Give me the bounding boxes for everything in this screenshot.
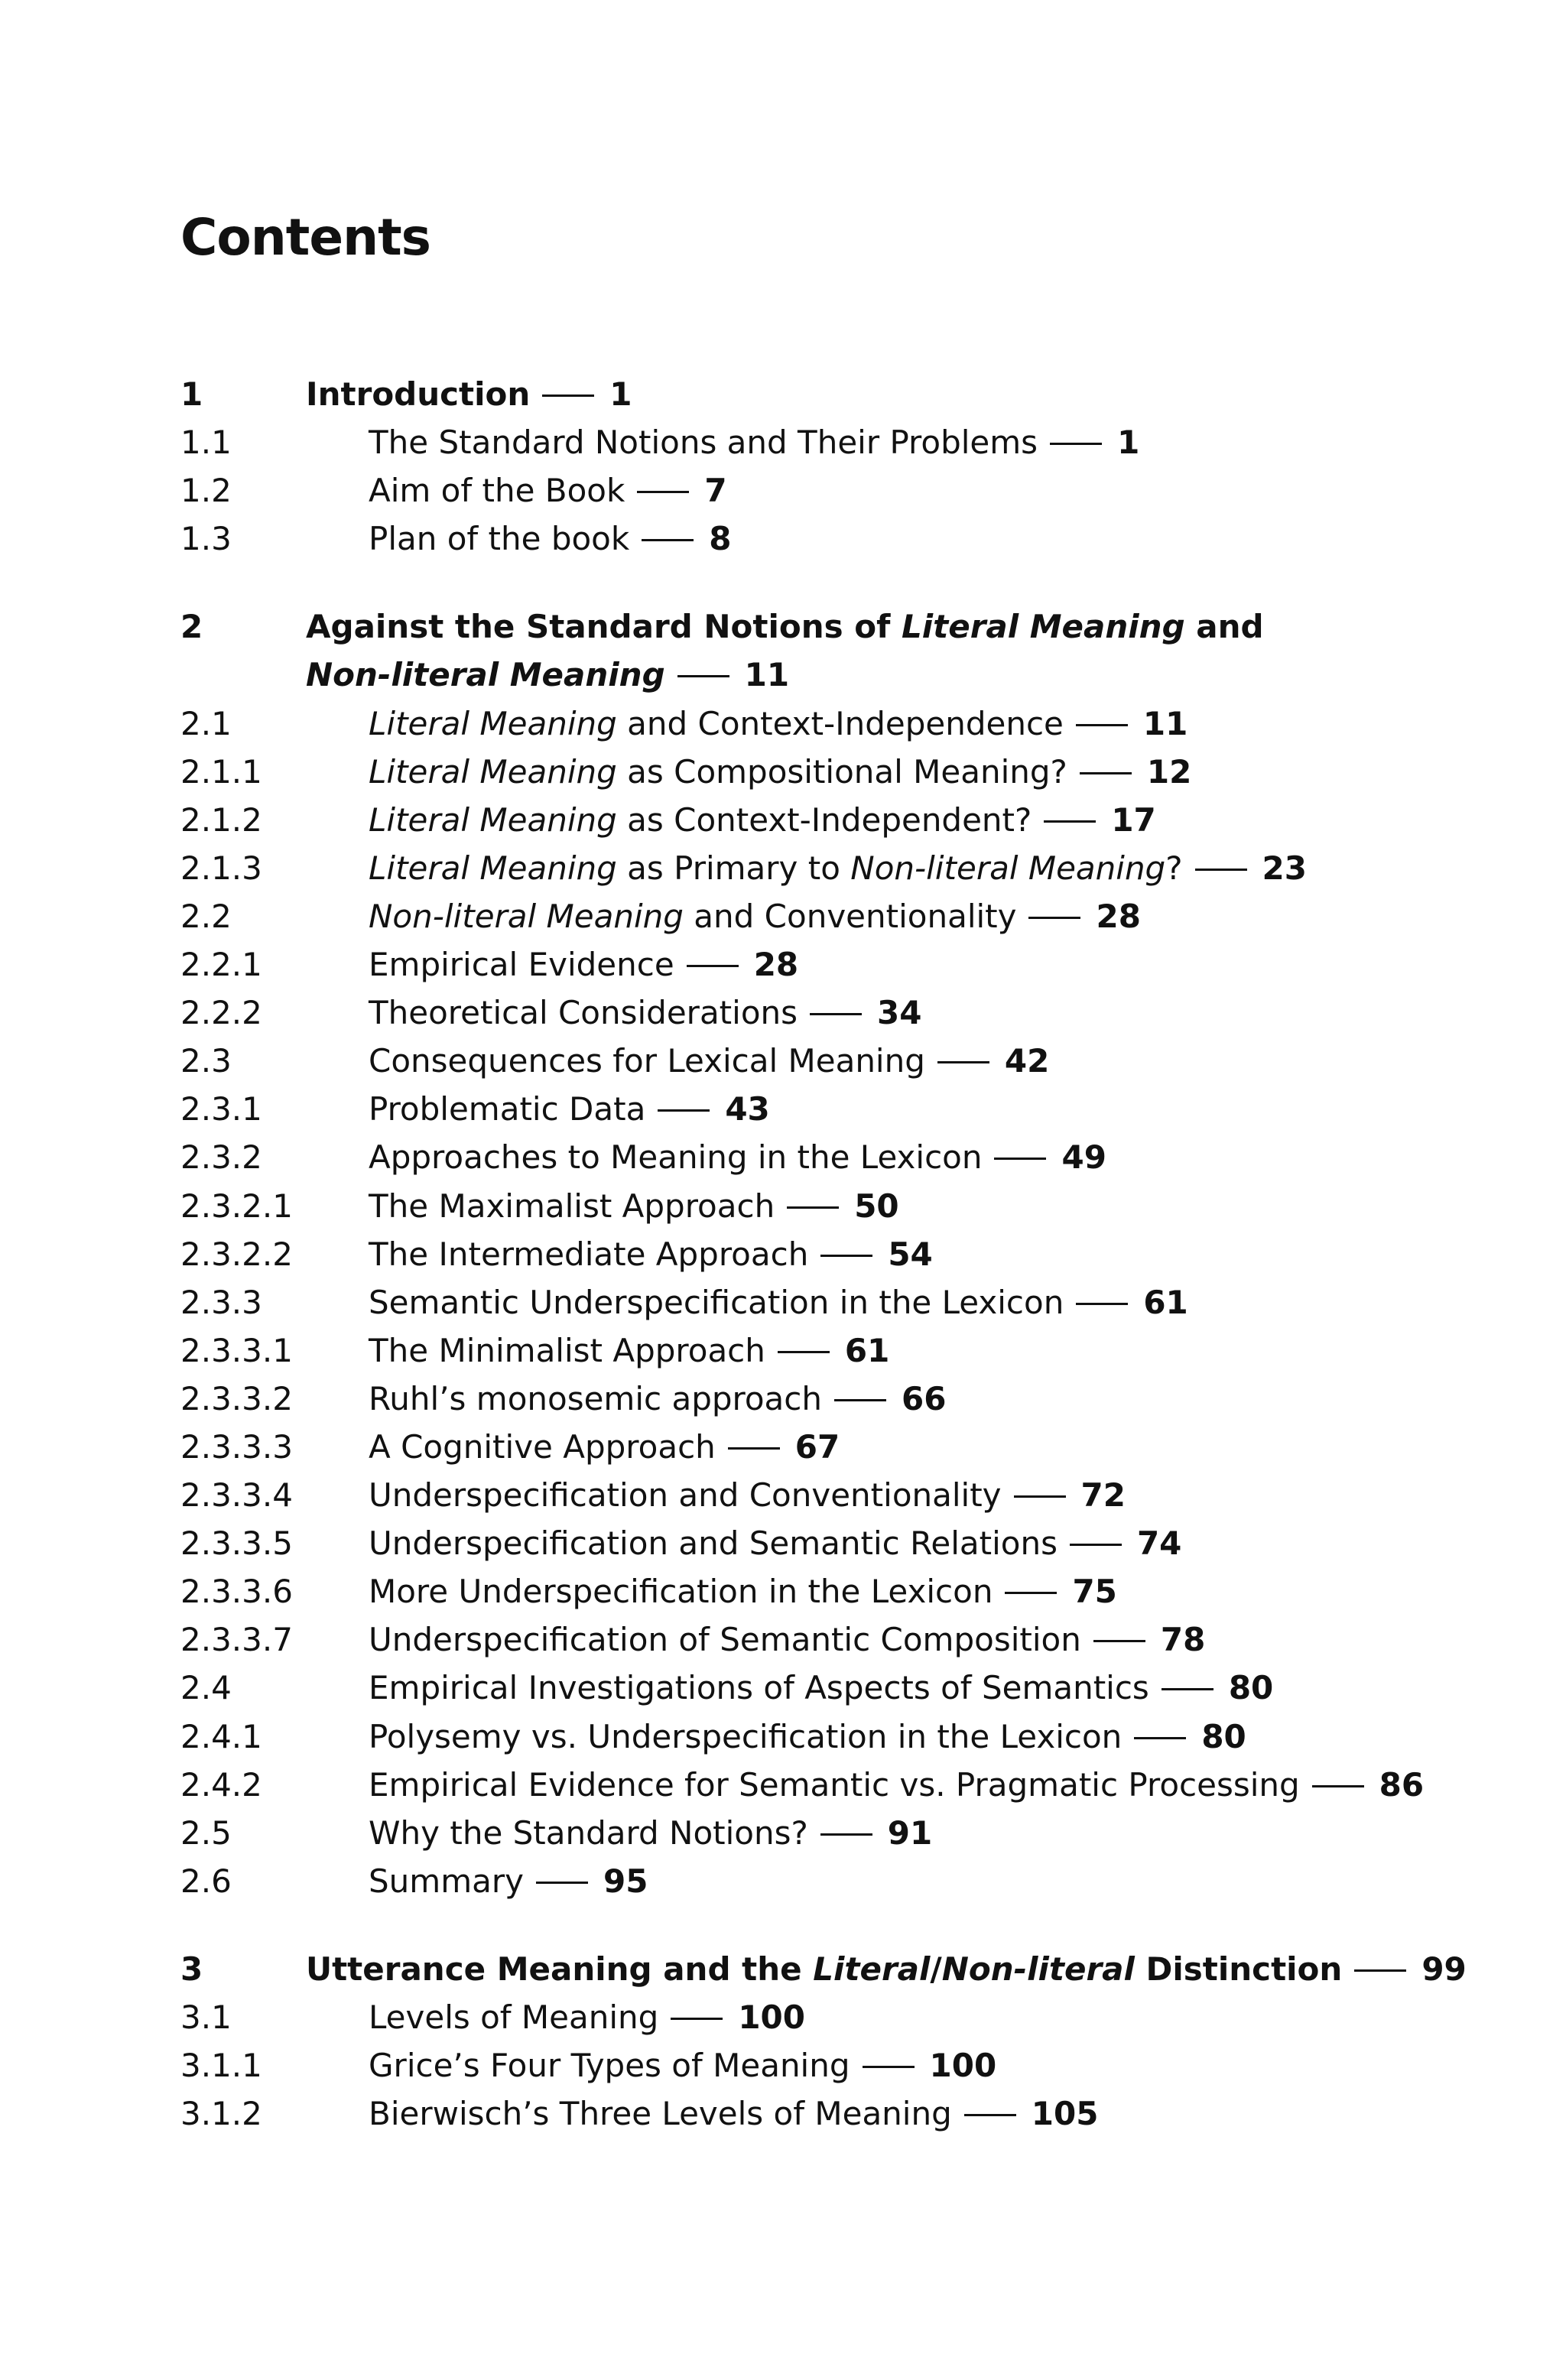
section-number: 2.3.2.1 xyxy=(180,1187,293,1225)
page-number: 28 xyxy=(1096,897,1141,935)
section-title xyxy=(369,1182,899,1230)
page-number: 75 xyxy=(1072,1573,1117,1611)
section-number: 2.3.3.2 xyxy=(180,1379,293,1417)
entry-title-text: Non-literal xyxy=(941,1950,1135,1988)
page-number: 61 xyxy=(1143,1283,1188,1321)
leader-rule xyxy=(834,1399,886,1401)
section-entry[interactable] xyxy=(180,1326,1434,1375)
page-number: 95 xyxy=(603,1862,648,1900)
section-entry[interactable] xyxy=(180,515,1434,563)
chapter-title xyxy=(306,651,789,699)
leader-rule xyxy=(1134,1737,1186,1739)
page-number: 28 xyxy=(753,946,799,984)
section-entry[interactable] xyxy=(180,748,1434,796)
entry-title-text: Non-literal Meaning xyxy=(850,849,1166,887)
page-number: 54 xyxy=(888,1235,933,1273)
chapter-number: 1 xyxy=(180,375,203,413)
entry-title-text: Summary xyxy=(369,1862,524,1900)
entry-title-text: Underspecification of Semantic Composition xyxy=(369,1621,1081,1659)
leader-rule xyxy=(810,1013,862,1015)
leader-rule xyxy=(728,1447,780,1450)
chapter-block xyxy=(180,602,1434,1905)
leader-rule xyxy=(820,1255,872,1257)
section-title xyxy=(369,1375,946,1423)
leader-rule xyxy=(637,491,689,493)
page-number: 7 xyxy=(704,472,727,510)
section-number: 2.2 xyxy=(180,897,232,935)
entry-title-text: as Primary to xyxy=(616,849,851,887)
entry-title-text: Distinction xyxy=(1134,1950,1343,1988)
section-title xyxy=(369,1037,1049,1085)
section-title xyxy=(369,1567,1117,1615)
entry-title-text: Ruhl’s monosemic approach xyxy=(369,1379,823,1417)
section-number: 2.3.3.7 xyxy=(180,1621,293,1659)
section-entry[interactable] xyxy=(180,892,1434,940)
entry-title-text: Literal xyxy=(813,1950,931,1988)
section-number: 2.1.1 xyxy=(180,752,262,791)
section-title xyxy=(369,1471,1126,1519)
entry-title-text: Aim of the Book xyxy=(369,472,625,510)
page-number: 91 xyxy=(887,1813,933,1852)
entry-title-text: Empirical Evidence for Semantic vs. Pragmatic Processing xyxy=(369,1765,1300,1804)
section-number: 2.2.1 xyxy=(180,946,262,984)
chapter-number: 3 xyxy=(180,1950,203,1988)
section-number: 1.1 xyxy=(180,424,232,462)
section-title xyxy=(369,796,1156,844)
chapter-block xyxy=(180,370,1434,563)
leader-rule xyxy=(542,395,594,397)
page-number: 12 xyxy=(1146,752,1192,791)
page-number: 78 xyxy=(1160,1621,1206,1659)
section-number: 2.1.2 xyxy=(180,800,262,839)
page-number: 74 xyxy=(1136,1524,1182,1563)
section-entry[interactable] xyxy=(180,1037,1434,1085)
page-number: 50 xyxy=(854,1187,899,1225)
section-entry[interactable] xyxy=(180,1375,1434,1423)
section-entry[interactable] xyxy=(180,700,1434,748)
section-entry[interactable] xyxy=(180,2089,1434,2138)
section-title xyxy=(369,1519,1181,1567)
entry-title-text: More Underspecification in the Lexicon xyxy=(369,1573,993,1611)
chapter-entry[interactable] xyxy=(180,370,1434,418)
section-title xyxy=(369,1809,932,1857)
leader-rule xyxy=(1028,917,1080,919)
section-title xyxy=(369,1278,1188,1326)
section-number: 2.3.3.6 xyxy=(180,1573,293,1611)
section-title xyxy=(369,700,1187,748)
leader-rule xyxy=(1070,1544,1122,1546)
section-number: 2.2.2 xyxy=(180,994,262,1032)
page-number: 11 xyxy=(744,656,790,694)
entry-title-text: Plan of the book xyxy=(369,520,630,558)
entry-title-text: Grice’s Four Types of Meaning xyxy=(369,2047,850,2085)
entry-title-text: Literal Meaning xyxy=(369,849,617,887)
section-title xyxy=(369,2089,1098,2138)
leader-rule xyxy=(1076,1303,1128,1305)
page-number: 8 xyxy=(709,520,732,558)
chapter-entry[interactable] xyxy=(180,602,1434,651)
section-title xyxy=(369,1326,889,1375)
leader-rule xyxy=(863,2066,915,2068)
page-number: 43 xyxy=(725,1090,770,1128)
section-number: 2.3.3 xyxy=(180,1283,262,1321)
entry-title-text: Semantic Underspecification in the Lexicon xyxy=(369,1283,1064,1321)
section-number: 1.3 xyxy=(180,520,232,558)
section-number: 2.4.2 xyxy=(180,1765,262,1804)
section-entry[interactable] xyxy=(180,1230,1434,1278)
entry-title-text: and Conventionality xyxy=(683,897,1017,935)
entry-title-text: Literal Meaning xyxy=(369,800,617,839)
leader-rule xyxy=(778,1351,830,1353)
leader-rule xyxy=(787,1206,839,1209)
entry-title-text: Why the Standard Notions? xyxy=(369,1813,808,1852)
table-of-contents xyxy=(180,370,1467,2177)
section-title xyxy=(369,466,727,515)
section-title xyxy=(369,418,1139,466)
entry-title-text: and Context-Independence xyxy=(616,704,1064,742)
leader-rule xyxy=(677,675,729,677)
page-number: 100 xyxy=(738,1998,805,2036)
section-title xyxy=(369,1615,1205,1664)
section-number: 2.3.2 xyxy=(180,1138,262,1177)
entry-title-text: as Context-Independent? xyxy=(616,800,1032,839)
entry-title-text: The Maximalist Approach xyxy=(369,1187,775,1225)
section-title xyxy=(369,844,1307,892)
section-title xyxy=(369,515,731,563)
page-number: 17 xyxy=(1111,800,1156,839)
section-title xyxy=(369,892,1141,940)
page-number: 23 xyxy=(1262,849,1307,887)
page-number: 1 xyxy=(609,375,632,413)
page-number: 11 xyxy=(1142,704,1188,742)
section-number: 2.3 xyxy=(180,1042,232,1080)
section-title xyxy=(369,1133,1106,1181)
chapter-title xyxy=(306,1945,1467,1993)
section-entry[interactable] xyxy=(180,940,1434,989)
section-number: 2.5 xyxy=(180,1813,232,1852)
section-title xyxy=(369,2041,996,2089)
page-number: 72 xyxy=(1080,1476,1126,1515)
section-entry[interactable] xyxy=(180,1182,1434,1230)
entry-title-text: Non-literal Meaning xyxy=(369,897,684,935)
section-title xyxy=(369,1423,840,1471)
entry-title-text: Empirical Investigations of Aspects of Semantics xyxy=(369,1669,1149,1707)
entry-title-text: A Cognitive Approach xyxy=(369,1427,716,1466)
section-entry[interactable] xyxy=(180,1857,1434,1905)
entry-title-text: Approaches to Meaning in the Lexicon xyxy=(369,1138,983,1177)
leader-rule xyxy=(536,1882,588,1884)
section-entry[interactable] xyxy=(180,466,1434,515)
section-entry[interactable] xyxy=(180,1993,1434,2041)
page-number: 99 xyxy=(1421,1950,1467,1988)
section-title xyxy=(369,748,1191,796)
leader-rule xyxy=(820,1833,872,1836)
chapter-entry[interactable] xyxy=(180,1945,1467,1993)
section-number: 2.4.1 xyxy=(180,1717,262,1755)
page-number: 49 xyxy=(1061,1138,1106,1177)
entry-title-text: Utterance Meaning and the xyxy=(306,1950,814,1988)
entry-title-text: Underspecification and Conventionality xyxy=(369,1476,1002,1515)
leader-rule xyxy=(994,1158,1046,1160)
page-number: 86 xyxy=(1379,1765,1425,1804)
leader-rule xyxy=(687,965,739,967)
section-title xyxy=(369,1993,805,2041)
chapter-title xyxy=(306,602,1264,651)
entry-title-text: Introduction xyxy=(306,375,531,413)
leader-rule xyxy=(964,2114,1016,2116)
entry-title-text: The Standard Notions and Their Problems xyxy=(369,424,1038,462)
entry-title-text: Literal Meaning xyxy=(369,752,617,791)
section-entry[interactable] xyxy=(180,1133,1434,1181)
entry-title-text: Levels of Meaning xyxy=(369,1998,659,2036)
section-title xyxy=(369,989,921,1037)
page-number: 80 xyxy=(1228,1669,1274,1707)
section-number: 3.1.2 xyxy=(180,2095,262,2133)
entry-title-text: Literal Meaning xyxy=(901,608,1185,646)
entry-title-text: as Compositional Meaning? xyxy=(616,752,1067,791)
leader-rule xyxy=(1354,1969,1406,1972)
section-number: 2.4 xyxy=(180,1669,232,1707)
section-entry[interactable] xyxy=(180,1278,1434,1326)
section-entry[interactable] xyxy=(180,1761,1434,1809)
leader-rule xyxy=(1195,869,1247,871)
section-entry[interactable] xyxy=(180,1615,1434,1664)
leader-rule xyxy=(1014,1495,1066,1498)
section-entry[interactable] xyxy=(180,1713,1434,1761)
leader-rule xyxy=(1080,772,1132,774)
section-number: 2.3.2.2 xyxy=(180,1235,293,1273)
entry-title-text: Empirical Evidence xyxy=(369,946,674,984)
section-number: 2.1 xyxy=(180,704,232,742)
section-entry[interactable] xyxy=(180,1809,1434,1857)
entry-title-text: ? xyxy=(1165,849,1183,887)
section-entry[interactable] xyxy=(180,418,1434,466)
entry-title-text: Theoretical Considerations xyxy=(369,994,798,1032)
page-number: 67 xyxy=(794,1427,840,1466)
leader-rule xyxy=(1312,1785,1364,1787)
section-title xyxy=(369,940,798,989)
page-number: 42 xyxy=(1004,1042,1050,1080)
leader-rule xyxy=(1076,724,1128,726)
entry-title-text: Bierwisch’s Three Levels of Meaning xyxy=(369,2095,952,2133)
chapter-title xyxy=(306,370,632,418)
leader-rule xyxy=(937,1061,989,1063)
entry-title-text: The Minimalist Approach xyxy=(369,1331,765,1369)
section-title xyxy=(369,1664,1273,1712)
entry-title-text: Consequences for Lexical Meaning xyxy=(369,1042,925,1080)
page-number: 34 xyxy=(877,994,922,1032)
section-entry[interactable] xyxy=(180,1664,1434,1712)
section-title xyxy=(369,1857,648,1905)
section-title xyxy=(369,1085,770,1133)
entry-title-text: Non-literal Meaning xyxy=(306,656,665,694)
chapter-block xyxy=(180,1945,1467,2138)
section-number: 2.1.3 xyxy=(180,849,262,887)
entry-title-text: Problematic Data xyxy=(369,1090,646,1128)
section-entry[interactable] xyxy=(180,796,1434,844)
leader-rule xyxy=(1050,443,1102,445)
section-number: 2.3.3.3 xyxy=(180,1427,293,1466)
leader-rule xyxy=(642,539,694,541)
entry-title-text: and xyxy=(1184,608,1264,646)
section-entry[interactable] xyxy=(180,1423,1434,1471)
section-title xyxy=(369,1761,1424,1809)
section-entry[interactable] xyxy=(180,1471,1434,1519)
section-number: 3.1 xyxy=(180,1998,232,2036)
entry-title-text: Literal Meaning xyxy=(369,704,617,742)
leader-rule xyxy=(1005,1592,1057,1594)
page-number: 61 xyxy=(844,1331,890,1369)
entry-title-text: / xyxy=(930,1950,942,1988)
leader-rule xyxy=(658,1109,710,1112)
section-number: 3.1.1 xyxy=(180,2047,262,2085)
page-number: 105 xyxy=(1031,2095,1099,2133)
entry-title-text: Against the Standard Notions of xyxy=(306,608,902,646)
section-number: 1.2 xyxy=(180,472,232,510)
section-entry[interactable] xyxy=(180,1567,1434,1615)
section-entry[interactable] xyxy=(180,844,1434,892)
leader-rule xyxy=(1044,820,1096,823)
section-entry[interactable] xyxy=(180,2041,1434,2089)
page-title: Contents xyxy=(180,208,430,267)
section-entry[interactable] xyxy=(180,1519,1434,1567)
page-number: 80 xyxy=(1201,1717,1246,1755)
section-entry[interactable] xyxy=(180,989,1434,1037)
leader-rule xyxy=(1162,1688,1213,1690)
leader-rule xyxy=(671,2018,723,2020)
entry-title-text: Underspecification and Semantic Relations xyxy=(369,1524,1058,1563)
section-title xyxy=(369,1713,1246,1761)
section-title xyxy=(369,1230,933,1278)
entry-title-text: Polysemy vs. Underspecification in the Lexicon xyxy=(369,1717,1123,1755)
entry-title-text: The Intermediate Approach xyxy=(369,1235,809,1273)
page-number: 1 xyxy=(1117,424,1140,462)
section-number: 2.6 xyxy=(180,1862,232,1900)
leader-rule xyxy=(1093,1640,1145,1642)
page-number: 66 xyxy=(902,1379,947,1417)
section-number: 2.3.3.4 xyxy=(180,1476,293,1515)
section-number: 2.3.1 xyxy=(180,1090,262,1128)
chapter-entry-continuation[interactable] xyxy=(180,651,1434,699)
section-entry[interactable] xyxy=(180,1085,1434,1133)
page-number: 100 xyxy=(929,2047,997,2085)
chapter-number: 2 xyxy=(180,608,203,646)
section-number: 2.3.3.5 xyxy=(180,1524,293,1563)
section-number: 2.3.3.1 xyxy=(180,1331,293,1369)
